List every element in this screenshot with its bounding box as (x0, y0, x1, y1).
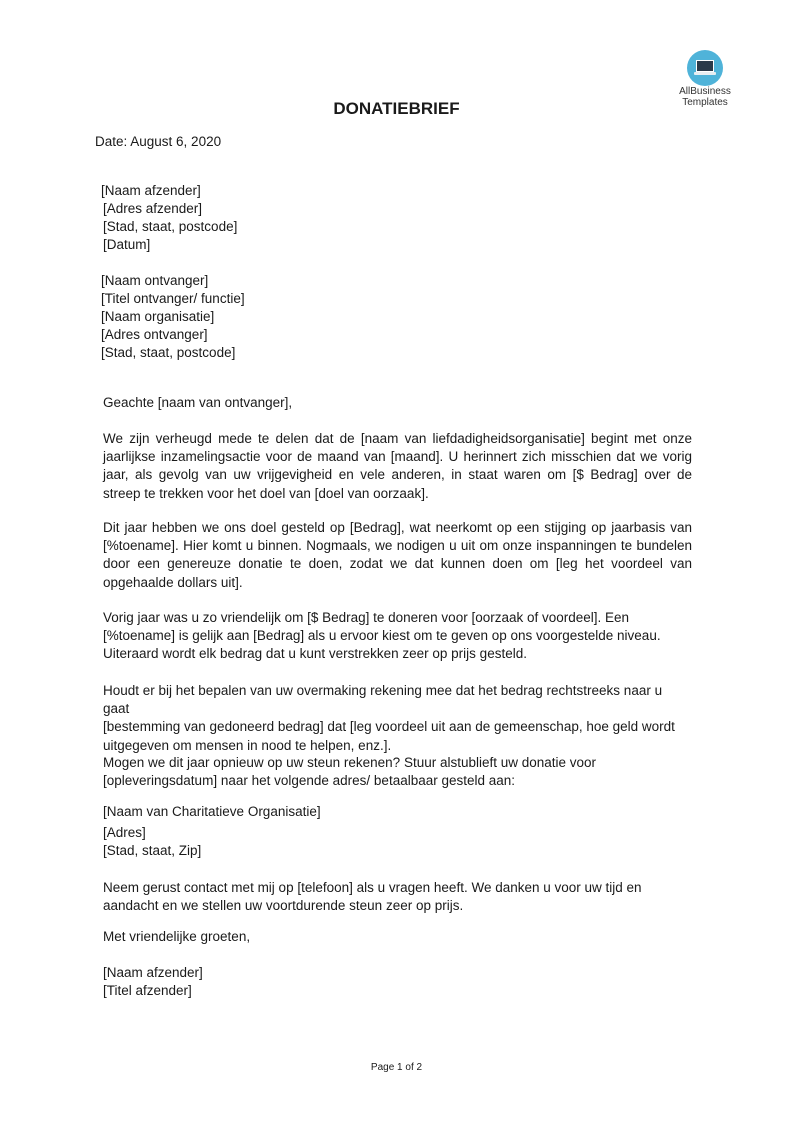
paragraph-3-line: Uiteraard wordt elk bedrag dat u kunt verstrekken zeer op prijs gesteld. (103, 646, 527, 662)
paragraph-2-line: Dit jaar hebben we ons doel gesteld op [Bedrag], wat neerkomt op een stijging op jaarbasis van (103, 520, 692, 535)
sender-date: [Datum] (103, 237, 151, 252)
document-title: DONATIEBRIEF (333, 99, 460, 118)
recipient-address: [Adres ontvanger] (101, 327, 208, 342)
paragraph-2-line: door een genereuze donatie te doen, zodat we dat kunnen doen om [leg het voordeel van (103, 556, 692, 572)
sender-address: [Adres afzender] (103, 201, 203, 216)
paragraph-5 (103, 754, 692, 790)
paragraph-4-line: [bestemming van gedoneerd bedrag] dat [leg voordeel uit aan de gemeenschap, hoe geld wordt (103, 719, 675, 735)
paragraph-5-line: [opleveringsdatum] naar het volgende adres/ betaalbaar gesteld aan: (103, 773, 516, 789)
signature-title: [Titel afzender] (103, 983, 192, 998)
paragraph-5-line: Mogen we dit jaar opnieuw op uw steun rekenen? Stuur alstublieft uw donatie voor (103, 755, 597, 770)
charity-city: [Stad, staat, Zip] (103, 843, 202, 858)
paragraph-6-line: Neem gerust contact met mij op [telefoon] als u vragen heeft. We danken u voor uw tijd en (103, 880, 642, 895)
laptop-icon (687, 50, 723, 86)
paragraph-6 (103, 879, 692, 915)
charity-name: [Naam van Charitatieve Organisatie] (103, 804, 321, 819)
paragraph-1-line: jaarlijkse inzamelingsactie voor de maand van [maand]. U herinnert zich misschien dat we vorig (103, 449, 692, 465)
salutation: Geachte [naam van ontvanger], (103, 395, 293, 410)
paragraph-1-line: jaar, als gevolg van uw vrijgevigheid en vele anderen, in staat waren om [$ Bedrag] over de (103, 467, 692, 483)
recipient-organization: [Naam organisatie] (101, 309, 215, 324)
recipient-name: [Naam ontvanger] (101, 273, 209, 288)
paragraph-4-line: Houdt er bij het bepalen van uw overmaking rekening mee dat het bedrag rechtstreeks naar u gaat (103, 683, 663, 717)
paragraph-2 (103, 519, 692, 592)
sender-block (101, 182, 237, 254)
paragraph-4-line: uitgegeven om mensen in nood te helpen, enz.]. (103, 737, 392, 753)
paragraph-3 (103, 609, 692, 664)
paragraph-2-line: [%toename]. Hier komt u binnen. Nogmaals, we nodigen u uit om onze inspanningen te bundelen (103, 538, 692, 554)
letter-date: Date: August 6, 2020 (95, 134, 222, 149)
paragraph-1-line: We zijn verheugd mede te delen dat de [naam van liefdadigheidsorganisatie] begint met onze (103, 431, 692, 446)
sender-city: [Stad, staat, postcode] (103, 219, 238, 234)
logo-line-1: AllBusiness (679, 86, 731, 97)
recipient-title: [Titel ontvanger/ functie] (101, 291, 245, 306)
charity-address-block (103, 824, 201, 860)
sender-name: [Naam afzender] (101, 183, 201, 198)
closing: Met vriendelijke groeten, (103, 929, 251, 944)
paragraph-3-line: [%toename] is gelijk aan [Bedrag] als u ervoor kiest om te geven op ons voorgestelde niveau. (103, 628, 661, 644)
paragraph-4 (103, 682, 692, 755)
paragraph-1-line: streep te trekken voor het doel van [doel van oorzaak]. (103, 485, 429, 501)
signature-block (103, 964, 203, 1000)
paragraph-6-line: aandacht en we stellen uw voortdurende steun zeer op prijs. (103, 898, 464, 914)
paragraph-2-line: opgehaalde dollars uit]. (103, 574, 243, 590)
logo-line-2: Templates (682, 97, 728, 108)
page-number: Page 1 of 2 (370, 1062, 423, 1073)
charity-address: [Adres] (103, 825, 146, 840)
paragraph-3-line: Vorig jaar was u zo vriendelijk om [$ Bedrag] te doneren voor [oorzaak of voordeel]. Een (103, 610, 630, 625)
recipient-block (101, 272, 245, 362)
recipient-city: [Stad, staat, postcode] (101, 345, 236, 360)
signature-name: [Naam afzender] (103, 965, 203, 980)
paragraph-1 (103, 430, 692, 503)
